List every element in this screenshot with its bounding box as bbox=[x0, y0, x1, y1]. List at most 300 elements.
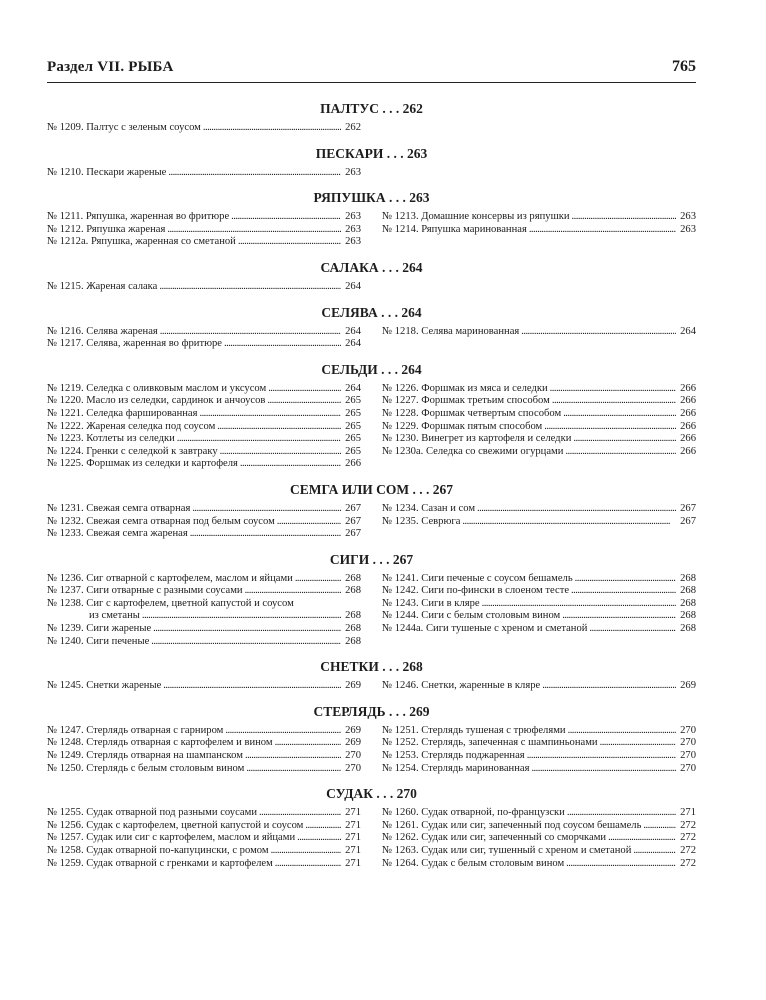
entry-number: № 1235. bbox=[382, 515, 419, 527]
index-entry[interactable] bbox=[47, 433, 361, 446]
index-entry[interactable] bbox=[47, 725, 361, 738]
index-entry[interactable] bbox=[47, 598, 361, 623]
title-dots: . . . bbox=[385, 190, 410, 206]
fish-section bbox=[47, 551, 696, 649]
index-entry[interactable] bbox=[382, 408, 696, 421]
entry-number: № 1249. bbox=[47, 750, 84, 762]
entry-label bbox=[47, 122, 201, 135]
entry-title: Сиги печеные bbox=[86, 635, 150, 647]
section-page: 270 bbox=[396, 786, 417, 802]
dot-leader bbox=[566, 858, 676, 871]
entry-page: 266 bbox=[680, 407, 696, 419]
entry-number: № 1214. bbox=[382, 223, 419, 235]
section-page: 267 bbox=[392, 551, 414, 567]
index-entry[interactable] bbox=[47, 750, 361, 763]
entry-label bbox=[47, 458, 238, 471]
dot-leader bbox=[477, 503, 676, 516]
dot-leader bbox=[277, 516, 341, 529]
entry-label bbox=[382, 680, 540, 693]
entry-label bbox=[47, 433, 175, 446]
dot-leader bbox=[224, 338, 341, 351]
section-title bbox=[47, 259, 696, 281]
entry-page: 269 bbox=[680, 680, 696, 692]
dot-leader bbox=[168, 167, 341, 180]
entry-page: 271 bbox=[345, 845, 361, 856]
entry-title: Судак с белым столовым вином bbox=[421, 857, 565, 869]
dot-leader bbox=[177, 433, 341, 446]
entry-label bbox=[382, 408, 561, 421]
index-entry[interactable] bbox=[382, 433, 696, 446]
index-entry[interactable] bbox=[382, 832, 696, 845]
index-entry[interactable] bbox=[382, 750, 696, 763]
title-dots: . . . bbox=[377, 361, 402, 377]
dot-leader bbox=[190, 528, 341, 541]
entry-page: 268 bbox=[680, 597, 696, 609]
entry-label bbox=[47, 636, 149, 649]
entry-page: 264 bbox=[345, 280, 361, 292]
entry-label bbox=[47, 820, 303, 833]
entry-number: № 1211. bbox=[47, 211, 84, 223]
entry-title: Стерлядь тушеная с трюфелями bbox=[421, 724, 566, 736]
fish-section bbox=[47, 361, 696, 471]
entry-number: № 1220. bbox=[47, 395, 84, 407]
entry-label bbox=[47, 832, 295, 845]
entry-title: Ряпушка маринованная bbox=[421, 223, 527, 235]
entry-title: Винегрет из картофеля и селедки bbox=[421, 433, 572, 445]
entry-page: 266 bbox=[680, 433, 696, 445]
index-entry[interactable] bbox=[47, 573, 361, 586]
left-column bbox=[47, 326, 361, 351]
section-name: СТЕРЛЯДЬ bbox=[313, 703, 386, 719]
dot-leader bbox=[295, 573, 341, 586]
entry-label bbox=[382, 623, 587, 636]
entry-title: Гренки с селедкой к завтраку bbox=[86, 445, 218, 457]
dot-leader bbox=[571, 585, 676, 598]
entry-number: № 1221. bbox=[47, 407, 84, 419]
dot-leader bbox=[238, 236, 341, 249]
section-title bbox=[47, 785, 696, 807]
index-entry[interactable] bbox=[382, 845, 696, 858]
entry-columns bbox=[47, 122, 696, 135]
entry-label bbox=[47, 858, 273, 871]
entry-title: Судак или сиг, тушенный с хреном и сметаной bbox=[421, 845, 632, 856]
dot-leader bbox=[225, 725, 341, 738]
entry-page: 271 bbox=[345, 832, 361, 844]
section-name: СНЕТКИ bbox=[320, 659, 379, 675]
left-column bbox=[47, 211, 361, 249]
left-column bbox=[47, 122, 361, 135]
right-column bbox=[382, 326, 696, 351]
fish-section bbox=[47, 658, 696, 693]
entry-title: Снетки жареные bbox=[86, 680, 162, 692]
entry-page: 270 bbox=[680, 750, 696, 762]
right-column bbox=[382, 725, 696, 775]
dot-leader bbox=[142, 610, 341, 623]
dot-leader bbox=[550, 383, 676, 396]
entry-page: 267 bbox=[345, 528, 361, 540]
right-column bbox=[382, 122, 696, 135]
entry-label bbox=[47, 585, 243, 598]
dot-leader bbox=[568, 725, 676, 738]
entry-number: № 1245. bbox=[47, 680, 84, 692]
entry-label bbox=[382, 395, 550, 408]
index-entry[interactable] bbox=[382, 680, 696, 693]
index-entry[interactable] bbox=[47, 763, 361, 776]
dot-leader bbox=[563, 408, 676, 421]
index-entry[interactable] bbox=[382, 610, 696, 623]
entry-title: Сиг с картофелем, цветной капустой и соусом bbox=[86, 597, 294, 609]
entry-columns bbox=[47, 211, 696, 249]
entry-title: Стерлядь поджаренная bbox=[421, 750, 525, 762]
index-entry[interactable] bbox=[47, 421, 361, 434]
entry-title: Селедка со свежими огурцами bbox=[425, 445, 564, 457]
index-entry[interactable] bbox=[47, 832, 361, 845]
entry-title: Домашние консервы из ряпушки bbox=[421, 211, 570, 223]
index-entry[interactable] bbox=[382, 421, 696, 434]
entry-title: Стерлядь, запеченная с шампиньонами bbox=[421, 737, 598, 749]
index-content bbox=[47, 100, 696, 880]
section-name: СУДАК bbox=[326, 786, 374, 802]
index-entry[interactable] bbox=[382, 446, 696, 459]
entry-title: Форшмак пятым способом bbox=[421, 420, 543, 432]
entry-columns bbox=[47, 680, 696, 693]
section-page: 268 bbox=[402, 659, 423, 675]
index-entry[interactable] bbox=[382, 623, 696, 636]
right-column bbox=[382, 167, 696, 180]
entry-page: 270 bbox=[680, 737, 696, 749]
entry-label bbox=[47, 528, 188, 541]
entry-title: Свежая семга отварная bbox=[86, 502, 191, 514]
index-entry[interactable] bbox=[382, 395, 696, 408]
dot-leader bbox=[589, 623, 676, 636]
entry-title: Ряпушка, жаренная со сметаной bbox=[90, 236, 236, 248]
fish-section bbox=[47, 304, 696, 351]
entry-title: Сиги в кляре bbox=[421, 597, 480, 609]
left-column bbox=[47, 383, 361, 471]
section-title bbox=[47, 189, 696, 211]
entry-page: 265 bbox=[345, 395, 361, 407]
right-column bbox=[382, 807, 696, 870]
entry-title: Стерлядь с белым столовым вином bbox=[86, 762, 245, 774]
entry-title-cont: из сметаны bbox=[89, 610, 140, 622]
entry-page: 266 bbox=[345, 458, 361, 470]
entry-label bbox=[47, 211, 229, 224]
entry-line bbox=[47, 598, 361, 611]
entry-label bbox=[382, 224, 527, 237]
entry-page: 262 bbox=[345, 122, 361, 133]
entry-label bbox=[382, 763, 529, 776]
index-entry[interactable] bbox=[382, 211, 696, 224]
entry-title: Селява жареная bbox=[86, 325, 158, 337]
entry-columns bbox=[47, 326, 696, 351]
entry-number: № 1242. bbox=[382, 585, 419, 597]
index-entry[interactable] bbox=[47, 338, 361, 351]
entry-page: 271 bbox=[345, 807, 361, 819]
entry-page: 270 bbox=[680, 724, 696, 736]
section-page: 264 bbox=[401, 361, 422, 377]
entry-title: Сиги тушеные с хреном и сметаной bbox=[425, 623, 588, 635]
entry-page: 268 bbox=[345, 623, 361, 635]
entry-number: № 1229. bbox=[382, 420, 419, 432]
index-entry[interactable] bbox=[382, 807, 696, 820]
entry-label bbox=[47, 763, 244, 776]
dot-leader bbox=[608, 832, 676, 845]
index-entry[interactable] bbox=[47, 395, 361, 408]
entry-number: № 1237. bbox=[47, 585, 84, 597]
dot-leader bbox=[565, 446, 676, 459]
entry-title: Стерлядь маринованная bbox=[421, 762, 530, 774]
index-entry[interactable] bbox=[47, 737, 361, 750]
section-heading: Раздел VII. РЫБА bbox=[47, 59, 174, 75]
entry-page: 267 bbox=[680, 502, 696, 514]
entry-label bbox=[47, 224, 165, 237]
entry-title: Масло из селедки, сардинок и анчоусов bbox=[86, 395, 266, 407]
entry-columns bbox=[47, 167, 696, 180]
section-name: САЛАКА bbox=[320, 259, 379, 275]
entry-number: № 1231. bbox=[47, 502, 84, 514]
index-entry[interactable] bbox=[47, 236, 361, 249]
fish-section bbox=[47, 703, 696, 775]
index-entry[interactable] bbox=[47, 281, 361, 294]
index-entry[interactable] bbox=[47, 224, 361, 237]
entry-label bbox=[382, 211, 570, 224]
dot-leader bbox=[552, 395, 676, 408]
entry-label bbox=[382, 383, 548, 396]
entry-title: Ряпушка, жаренная во фритюре bbox=[85, 211, 230, 223]
left-column bbox=[47, 281, 361, 294]
index-entry[interactable] bbox=[382, 598, 696, 611]
entry-title: Жареная салака bbox=[86, 280, 158, 292]
index-entry[interactable] bbox=[47, 326, 361, 339]
dot-leader bbox=[633, 845, 676, 858]
index-entry[interactable] bbox=[47, 636, 361, 649]
dot-leader bbox=[220, 446, 341, 459]
left-column bbox=[47, 167, 361, 180]
dot-leader bbox=[600, 737, 676, 750]
entry-columns bbox=[47, 383, 696, 471]
index-entry[interactable] bbox=[47, 503, 361, 516]
dot-leader bbox=[259, 807, 341, 820]
index-entry[interactable] bbox=[382, 820, 696, 833]
index-entry[interactable] bbox=[47, 585, 361, 598]
entry-number: № 1244а. bbox=[382, 623, 424, 635]
dot-leader bbox=[567, 807, 676, 820]
entry-number: № 1264. bbox=[382, 857, 419, 869]
title-dots: . . . bbox=[383, 145, 407, 161]
entry-page: 268 bbox=[680, 572, 696, 584]
entry-columns bbox=[47, 503, 696, 541]
section-name: ПЕСКАРИ bbox=[315, 145, 384, 161]
section-title bbox=[47, 481, 696, 503]
entry-title: Судак или сиг, запеченный под соусом бешамель bbox=[421, 819, 642, 831]
entry-label bbox=[47, 383, 266, 396]
entry-title: Судак отварной под разными соусами bbox=[86, 807, 257, 819]
entry-number: № 1222. bbox=[47, 420, 84, 432]
entry-label bbox=[47, 845, 269, 858]
dot-leader bbox=[245, 750, 341, 763]
entry-number: № 1260. bbox=[382, 807, 419, 819]
entry-number: № 1232. bbox=[47, 515, 84, 527]
section-page: 269 bbox=[409, 703, 430, 719]
entry-page: 270 bbox=[345, 750, 361, 762]
entry-number: № 1228. bbox=[382, 407, 419, 419]
dot-leader bbox=[562, 610, 676, 623]
index-entry[interactable] bbox=[382, 224, 696, 237]
index-entry[interactable] bbox=[47, 820, 361, 833]
index-entry[interactable] bbox=[382, 585, 696, 598]
entry-number: № 1217. bbox=[47, 338, 84, 350]
entry-page: 264 bbox=[345, 382, 361, 394]
index-entry[interactable] bbox=[47, 122, 361, 135]
entry-columns bbox=[47, 725, 696, 775]
entry-title: Жареная селедка под соусом bbox=[86, 420, 216, 432]
entry-title: Стерлядь отварная с гарниром bbox=[86, 724, 224, 736]
fish-section bbox=[47, 100, 696, 135]
title-dots: . . . bbox=[385, 703, 410, 719]
index-entry[interactable] bbox=[382, 737, 696, 750]
entry-number: № 1262. bbox=[382, 832, 419, 844]
entry-page: 264 bbox=[345, 338, 361, 350]
entry-label bbox=[382, 820, 641, 833]
section-title bbox=[47, 145, 696, 167]
index-entry[interactable] bbox=[382, 725, 696, 738]
entry-page: 263 bbox=[345, 223, 361, 235]
section-title bbox=[47, 100, 696, 122]
entry-page: 264 bbox=[680, 325, 696, 337]
index-entry[interactable] bbox=[47, 383, 361, 396]
entry-page: 266 bbox=[680, 420, 696, 432]
dot-leader bbox=[542, 680, 676, 693]
dot-leader bbox=[521, 326, 676, 339]
index-entry[interactable] bbox=[382, 573, 696, 586]
entry-page: 268 bbox=[680, 585, 696, 597]
dot-leader bbox=[527, 750, 676, 763]
entry-label bbox=[47, 725, 223, 738]
entry-page: 269 bbox=[345, 737, 361, 749]
dot-leader bbox=[275, 737, 341, 750]
entry-title: Свежая семга отварная под белым соусом bbox=[86, 515, 275, 527]
left-column bbox=[47, 573, 361, 649]
entry-number: № 1212. bbox=[47, 223, 84, 235]
entry-page: 267 bbox=[345, 515, 361, 527]
index-entry[interactable] bbox=[47, 516, 361, 529]
entry-number: № 1234. bbox=[382, 502, 419, 514]
fish-section bbox=[47, 785, 696, 870]
entry-title: Судак или сиг с картофелем, маслом и яйцами bbox=[86, 832, 296, 844]
entry-label bbox=[382, 573, 573, 586]
dot-leader bbox=[271, 845, 341, 858]
index-entry[interactable] bbox=[382, 763, 696, 776]
index-entry[interactable] bbox=[47, 167, 361, 180]
entry-number: № 1212а. bbox=[47, 236, 89, 248]
section-page: 264 bbox=[401, 304, 422, 320]
entry-label bbox=[47, 750, 243, 763]
entry-number: № 1216. bbox=[47, 325, 84, 337]
entry-page: 265 bbox=[345, 445, 361, 457]
entry-page: 266 bbox=[680, 395, 696, 407]
section-page: 262 bbox=[402, 101, 423, 116]
entry-label bbox=[382, 585, 569, 598]
section-title bbox=[47, 361, 696, 383]
entry-title: Форшмак третьим способом bbox=[421, 395, 550, 407]
entry-label bbox=[47, 338, 222, 351]
entry-label bbox=[47, 395, 265, 408]
fish-section bbox=[47, 481, 696, 541]
entry-label bbox=[47, 281, 157, 294]
entry-label bbox=[47, 503, 190, 516]
index-entry[interactable] bbox=[382, 383, 696, 396]
entry-label bbox=[47, 807, 257, 820]
index-entry[interactable] bbox=[382, 858, 696, 871]
index-entry[interactable] bbox=[382, 516, 696, 529]
entry-line bbox=[47, 610, 361, 623]
entry-page: 263 bbox=[680, 211, 696, 223]
section-title bbox=[47, 551, 696, 573]
entry-number: № 1239. bbox=[47, 623, 84, 635]
entry-label bbox=[47, 236, 236, 249]
dot-leader bbox=[572, 211, 676, 224]
index-entry[interactable] bbox=[47, 528, 361, 541]
entry-number: № 1248. bbox=[47, 737, 84, 749]
title-dots: . . . bbox=[379, 101, 403, 116]
dot-leader bbox=[246, 763, 341, 776]
right-column bbox=[382, 503, 696, 541]
fish-section bbox=[47, 189, 696, 249]
entry-page: 272 bbox=[680, 832, 696, 844]
entry-title: Селедка с оливковым маслом и уксусом bbox=[86, 382, 267, 394]
entry-number: № 1243. bbox=[382, 597, 419, 609]
entry-number: № 1230. bbox=[382, 433, 419, 445]
entry-number: № 1236. bbox=[47, 572, 84, 584]
entry-label bbox=[47, 573, 293, 586]
entry-number: № 1218. bbox=[382, 325, 419, 337]
dot-leader bbox=[240, 458, 341, 471]
index-entry[interactable] bbox=[382, 503, 696, 516]
index-entry[interactable] bbox=[47, 845, 361, 858]
entry-number: № 1230а. bbox=[382, 445, 424, 457]
entry-title: Сиги отварные с разными соусами bbox=[86, 585, 243, 597]
index-entry[interactable] bbox=[47, 623, 361, 636]
entry-number: № 1226. bbox=[382, 382, 419, 394]
section-page: 263 bbox=[406, 145, 428, 161]
index-entry[interactable] bbox=[47, 211, 361, 224]
entry-number: № 1247. bbox=[47, 724, 84, 736]
index-entry[interactable] bbox=[47, 408, 361, 421]
section-title bbox=[47, 703, 696, 725]
dot-leader bbox=[573, 433, 676, 446]
entry-label bbox=[47, 737, 273, 750]
entry-label bbox=[47, 326, 158, 339]
index-entry[interactable] bbox=[47, 858, 361, 871]
index-entry[interactable] bbox=[47, 458, 361, 471]
dot-leader bbox=[529, 224, 676, 237]
entry-label bbox=[382, 737, 598, 750]
index-entry[interactable] bbox=[47, 446, 361, 459]
dot-leader bbox=[275, 858, 341, 871]
entry-label bbox=[382, 807, 565, 820]
entry-page: 263 bbox=[345, 166, 361, 178]
left-column bbox=[47, 725, 361, 775]
entry-page: 272 bbox=[680, 845, 696, 856]
entry-number: № 1259. bbox=[47, 857, 84, 869]
entry-number: № 1224. bbox=[47, 445, 84, 457]
index-entry[interactable] bbox=[382, 326, 696, 339]
index-entry[interactable] bbox=[47, 680, 361, 693]
entry-title: Селедка фаршированная bbox=[86, 407, 198, 419]
entry-number: № 1213. bbox=[382, 211, 419, 223]
entry-page: 264 bbox=[345, 325, 361, 337]
index-entry[interactable] bbox=[47, 807, 361, 820]
